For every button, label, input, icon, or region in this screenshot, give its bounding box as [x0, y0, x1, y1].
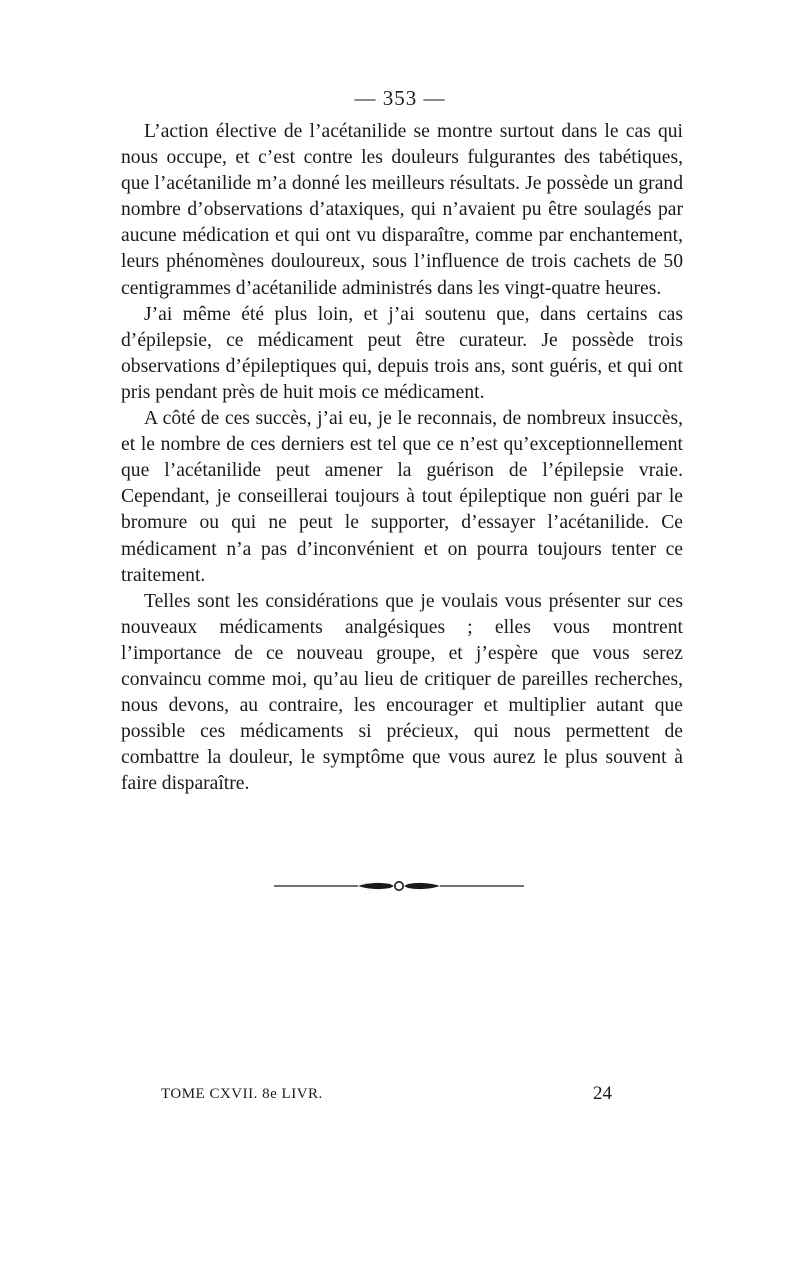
paragraph-1: L’action élective de l’acétanilide se montre surtout dans le cas qui nous occupe, et c’est contre les douleurs fulgurantes des tabétiques, que l’acétanilide m’a donné les meilleurs résultats. Je possède un grand nombre d’observations d’ataxiques, qui n’avaient pu être soulagés par aucune médication et qui ont vu disparaître, comme par enchantement, leurs phénomènes douloureux, sous l’influence de trois cachets de 50 centigrammes d’acétanilide administrés dans les vingt-quatre heures.: [121, 121, 683, 299]
paragraph-4: Telles sont les considérations que je voulais vous présenter sur ces nouveaux médicaments analgésiques ; elles vous montrent l’importance de ce nouveau groupe, et j’espère que vous serez convaincu comme moi, qu’au lieu de critiquer de pareilles recherches, nous devons, au contraire, les encourager et multiplier autant que possible ces médicaments si précieux, qui nous permettent de combattre la douleur, le symptôme que vous aurez le plus souvent à faire disparaître.: [121, 590, 683, 795]
footer-volume: TOME CXVII. 8e LIVR.: [161, 1086, 323, 1102]
paragraph-3: A côté de ces succès, j’ai eu, je le reconnais, de nombreux insuccès, et le nombre de ces derniers est tel que ce n’est qu’exceptionnellement que l’acétanilide peut amener la guérison de l’épilepsie vraie. Cependant, je conseillerai toujours à tout épileptique non guéri par le bromure ou qui ne peut le supporter, d’essayer l’acétanilide. Ce médicament n’a pas d’inconvénient et on pourra toujours tenter ce traitement.: [121, 408, 683, 586]
footer-signature-number: 24: [593, 1083, 612, 1104]
ornament-divider: [274, 876, 524, 896]
body-text: [121, 119, 683, 797]
paragraph-2: J’ai même été plus loin, et j’ai soutenu que, dans certains cas d’épilepsie, ce médicament peut être curateur. Je possède trois observations d’épileptiques qui, depuis trois ans, sont guéris, et qui ont pris pendant près de huit mois ce médicament.: [121, 303, 683, 403]
page-number: — 353 —: [354, 86, 446, 110]
